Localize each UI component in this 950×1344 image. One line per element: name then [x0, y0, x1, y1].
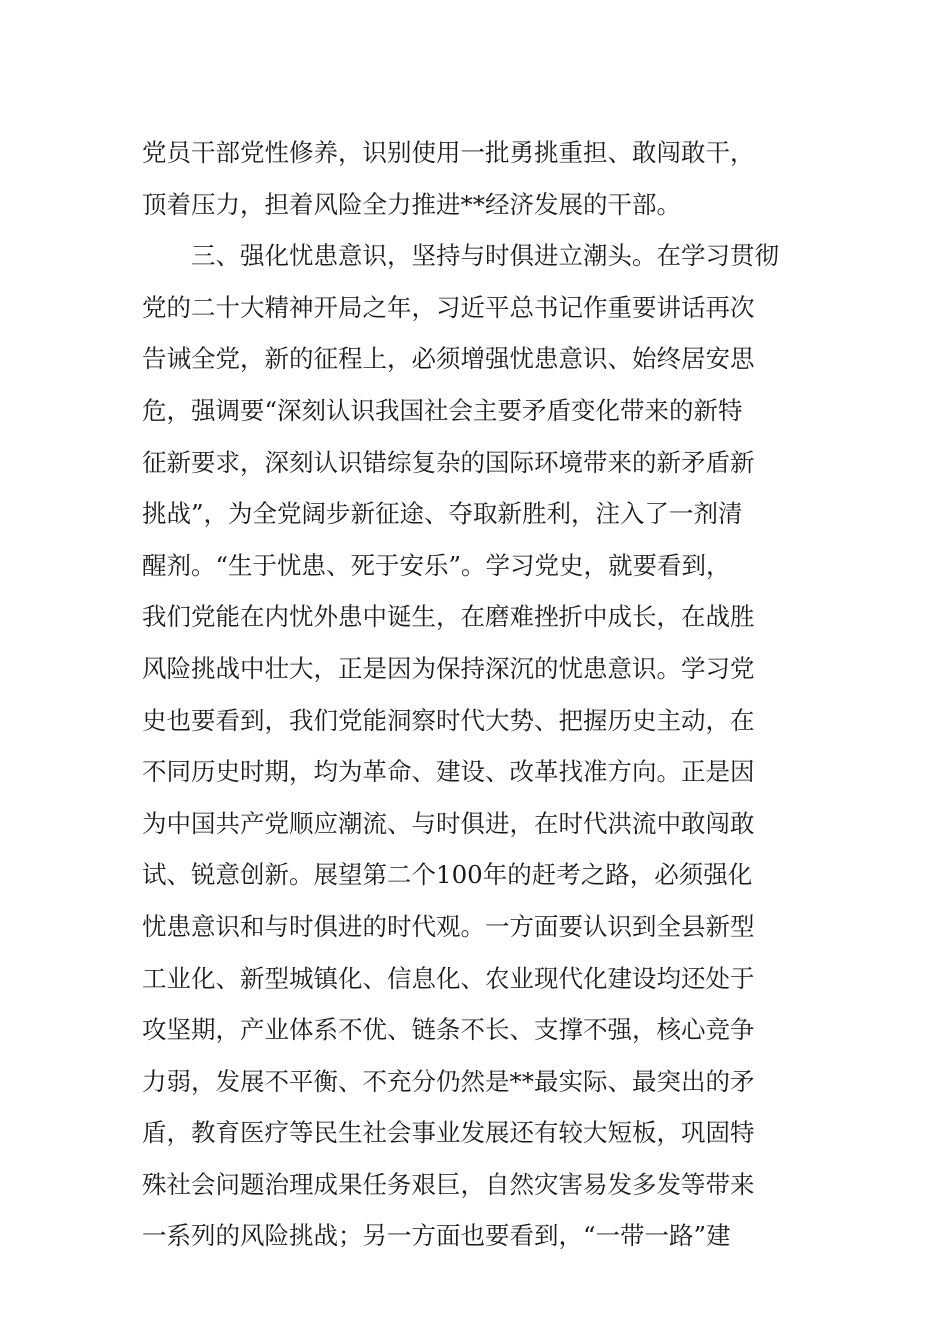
text-line: 盾，教育医疗等民生社会事业发展还有较大短板，巩固特 — [142, 1118, 755, 1148]
text-line: 忧患意识和与时俱进的时代观。一方面要认识到全县新型 — [142, 911, 755, 941]
text-line: 殊社会问题治理成果任务艰巨，自然灾害易发多发等带来 — [142, 1169, 755, 1199]
text-line: 醒剂。“生于忧患、死于安乐”。学习党史，就要看到， — [142, 550, 731, 580]
text-line: 不同历史时期，均为革命、建设、改革找准方向。正是因 — [142, 757, 755, 787]
section-heading-line: 三、强化忧患意识，坚持与时俱进立潮头。在学习贯彻 — [191, 241, 779, 271]
text-line: 征新要求，深刻认识错综复杂的国际环境带来的新矛盾新 — [142, 447, 755, 477]
text-line: 挑战”，为全党阔步新征途、夺取新胜利，注入了一剂清 — [142, 499, 743, 529]
text-line: 史也要看到，我们党能洞察时代大势、把握历史主动，在 — [142, 705, 755, 735]
text-line: 工业化、新型城镇化、信息化、农业现代化建设均还处于 — [142, 963, 755, 993]
text-line: 力弱，发展不平衡、不充分仍然是**最实际、最突出的矛 — [142, 1066, 755, 1096]
text-line: 我们党能在内忧外患中诞生，在磨难挫折中成长，在战胜 — [142, 602, 755, 632]
text-line: 试、锐意创新。展望第二个100年的赶考之路，必须强化 — [142, 860, 753, 890]
text-line: 党的二十大精神开局之年，习近平总书记作重要讲话再次 — [142, 292, 755, 322]
text-line: 顶着压力，担着风险全力推进**经济发展的干部。 — [142, 189, 681, 219]
text-line: 风险挑战中壮大，正是因为保持深沉的忧患意识。学习党 — [142, 653, 755, 683]
text-line: 一系列的风险挑战；另一方面也要看到，“一带一路”建 — [142, 1221, 731, 1251]
text-line: 告诫全党，新的征程上，必须增强忧患意识、始终居安思 — [142, 344, 755, 374]
text-line: 危，强调要“深刻认识我国社会主要矛盾变化带来的新特 — [142, 395, 743, 425]
text-line: 为中国共产党顺应潮流、与时俱进，在时代洪流中敢闯敢 — [142, 808, 755, 838]
body-text — [142, 127, 812, 1262]
text-line: 攻坚期，产业体系不优、链条不长、支撑不强，核心竞争 — [142, 1015, 755, 1045]
text-line: 党员干部党性修养，识别使用一批勇挑重担、敢闯敢干， — [142, 138, 755, 167]
